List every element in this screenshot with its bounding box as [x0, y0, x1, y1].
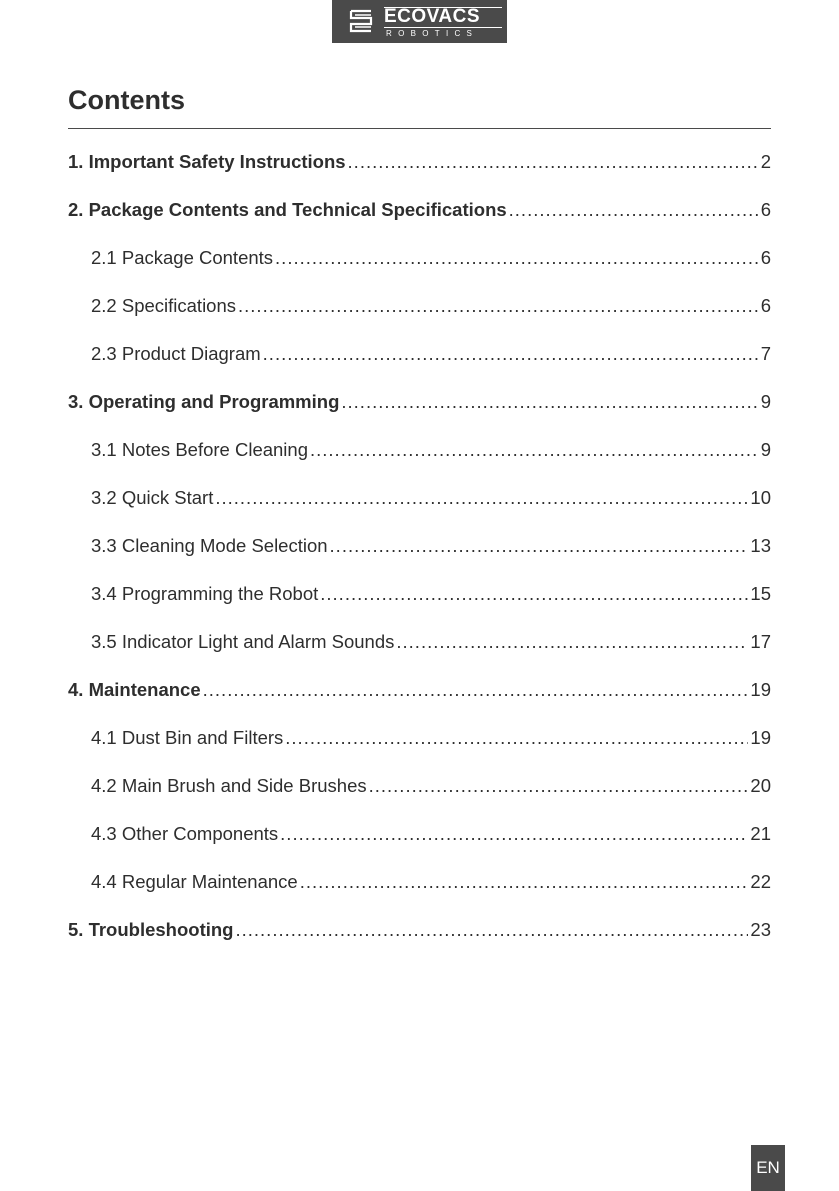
toc-entry-page: 2 [760, 151, 771, 172]
toc-entry-label: 2.3 Product Diagram [91, 343, 261, 364]
brand-logo [332, 0, 507, 43]
toc-leader-dots [215, 486, 748, 510]
toc-entry[interactable] [91, 630, 771, 654]
toc-leader-dots [203, 678, 749, 702]
toc-entry-page: 6 [760, 199, 771, 220]
toc-entry[interactable] [91, 774, 771, 798]
toc-entry[interactable] [91, 438, 771, 462]
toc-entry-page: 9 [760, 439, 771, 460]
toc-leader-dots [238, 294, 759, 318]
toc-entry-label: 2.2 Specifications [91, 295, 237, 316]
toc-leader-dots [263, 342, 759, 366]
toc-entry[interactable] [68, 678, 771, 702]
toc-entry[interactable] [91, 726, 771, 750]
toc-entry[interactable] [91, 870, 771, 894]
toc-entry[interactable] [91, 246, 771, 270]
title-divider [68, 128, 771, 129]
logo-subtext: ROBOTICS [386, 29, 479, 38]
toc-leader-dots [320, 582, 748, 606]
logo-wordmark: ECOVACS [384, 6, 502, 28]
toc-entry-label: 3.5 Indicator Light and Alarm Sounds [91, 631, 395, 652]
toc-entry[interactable] [68, 918, 771, 942]
toc-leader-dots [341, 390, 758, 414]
toc-entry-label: 3.4 Programming the Robot [91, 583, 319, 604]
toc-entry-label: 4.3 Other Components [91, 823, 279, 844]
toc-entry[interactable] [68, 150, 771, 174]
toc-leader-dots [285, 726, 748, 750]
toc-entry-page: 15 [750, 583, 771, 604]
toc-entry-label: 4.1 Dust Bin and Filters [91, 727, 284, 748]
toc-entry-label: 2.1 Package Contents [91, 247, 274, 268]
toc-entry[interactable] [91, 342, 771, 366]
toc-leader-dots [369, 774, 749, 798]
toc-entry-label: 3.2 Quick Start [91, 487, 214, 508]
toc-entry-page: 9 [760, 391, 771, 412]
toc-leader-dots [330, 534, 749, 558]
toc-entry-label: 4. Maintenance [68, 679, 201, 700]
toc-leader-dots [275, 246, 759, 270]
toc-entry-page: 13 [750, 535, 771, 556]
toc-entry-page: 19 [750, 679, 771, 700]
toc-leader-dots [509, 198, 759, 222]
toc-leader-dots [280, 822, 748, 846]
toc-entry[interactable] [91, 582, 771, 606]
toc-entry-page: 6 [760, 247, 771, 268]
toc-entry[interactable] [91, 486, 771, 510]
toc-leader-dots [310, 438, 759, 462]
toc-entry-page: 7 [760, 343, 771, 364]
toc-entry-label: 5. Troubleshooting [68, 919, 234, 940]
toc-entry-label: 3.1 Notes Before Cleaning [91, 439, 308, 460]
ecovacs-mark-icon [348, 8, 374, 34]
toc-entry[interactable] [91, 294, 771, 318]
toc-entry-label: 3. Operating and Programming [68, 391, 340, 412]
toc-entry-label: 2. Package Contents and Technical Specifications [68, 199, 507, 220]
toc-entry-page: 19 [750, 727, 771, 748]
toc-entry[interactable] [68, 390, 771, 414]
toc-entry-page: 22 [750, 871, 771, 892]
toc-entry-label: 4.4 Regular Maintenance [91, 871, 298, 892]
toc-entry-page: 21 [750, 823, 771, 844]
toc-leader-dots [396, 630, 748, 654]
language-tab: EN [751, 1145, 785, 1191]
toc-leader-dots [300, 870, 749, 894]
toc-entry[interactable] [91, 822, 771, 846]
toc-leader-dots [348, 150, 759, 174]
toc-entry-label: 3.3 Cleaning Mode Selection [91, 535, 328, 556]
toc-entry-page: 6 [760, 295, 771, 316]
toc-entry[interactable] [91, 534, 771, 558]
toc-entry-label: 4.2 Main Brush and Side Brushes [91, 775, 367, 796]
toc-leader-dots [235, 918, 748, 942]
toc-entry-page: 23 [750, 919, 771, 940]
toc-entry[interactable] [68, 198, 771, 222]
page-title: Contents [68, 85, 185, 115]
toc-entry-label: 1. Important Safety Instructions [68, 151, 346, 172]
toc-entry-page: 20 [750, 775, 771, 796]
toc-entry-page: 10 [750, 487, 771, 508]
toc-entry-page: 17 [750, 631, 771, 652]
